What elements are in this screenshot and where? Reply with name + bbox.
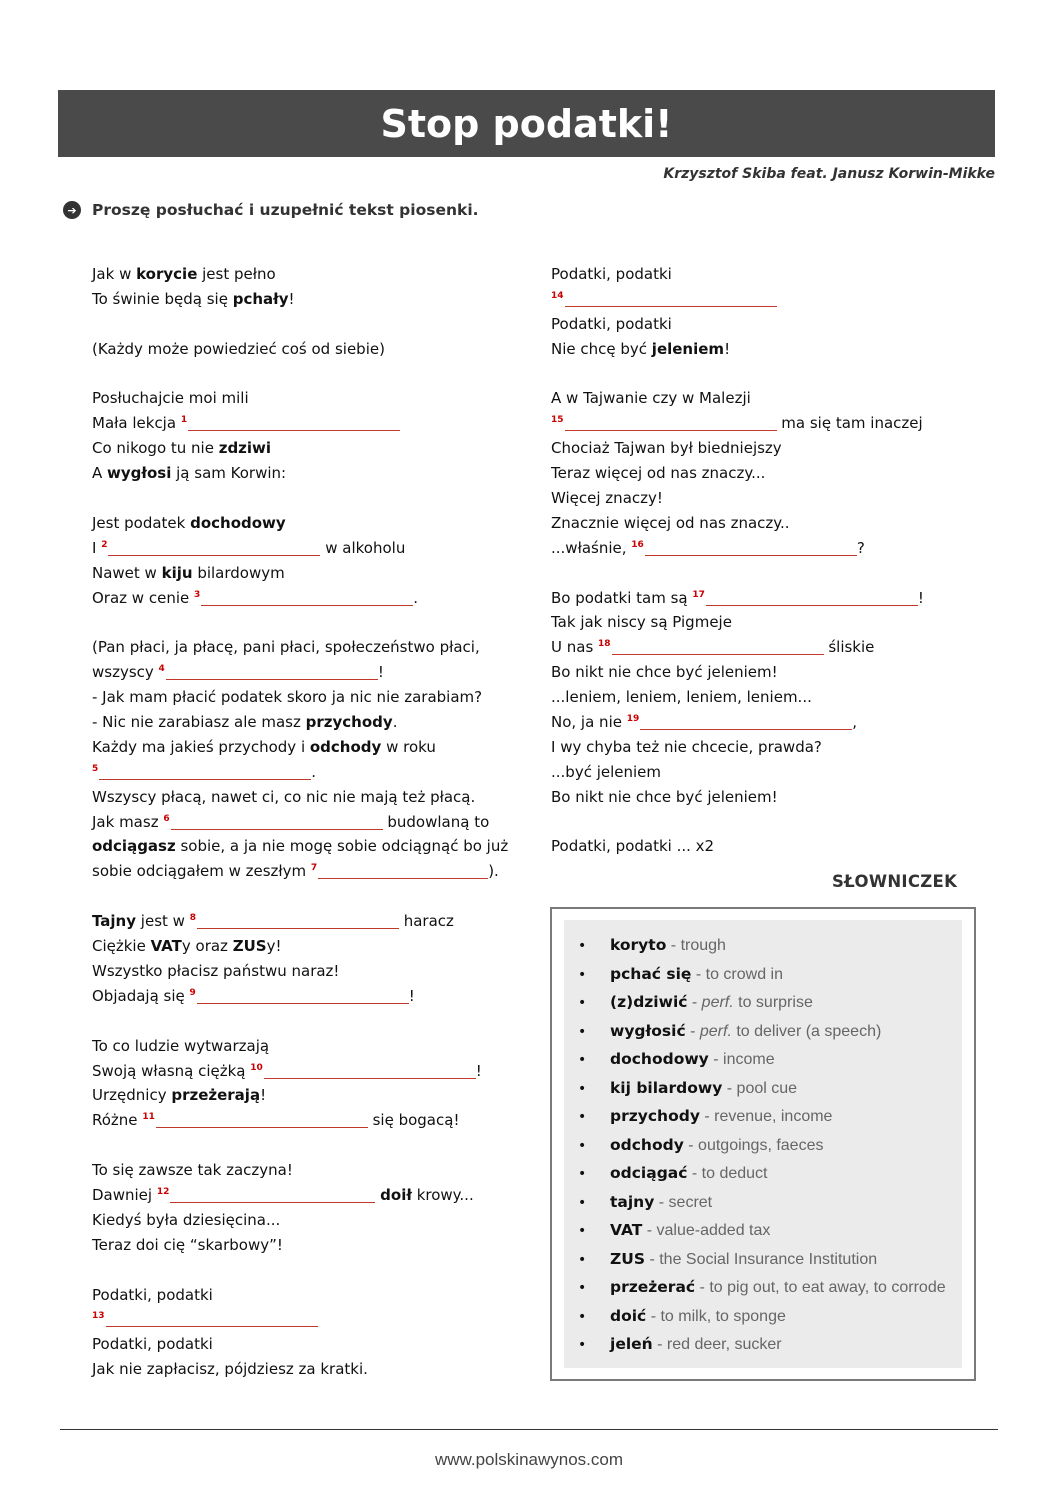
- gap-number: 1: [180, 415, 188, 426]
- vocab-word-highlight: doił: [380, 1185, 412, 1204]
- vocab-item: [578, 1273, 946, 1302]
- vocab-item: [578, 1017, 946, 1046]
- lyric-text: (Każdy może powiedzieć coś od siebie): [92, 339, 385, 358]
- lyric-text: Różne: [92, 1111, 143, 1130]
- vocab-word-highlight: korycie: [136, 265, 198, 283]
- lyric-line: [551, 635, 971, 660]
- lyric-spacer: [92, 884, 522, 909]
- vocab-meaning: - value-added tax: [642, 1222, 771, 1239]
- lyric-line: [551, 436, 971, 461]
- gap-number: 10: [250, 1062, 263, 1073]
- instruction: [63, 201, 479, 219]
- bullet-icon: •: [578, 1194, 587, 1211]
- vocab-aspect: perf.: [701, 994, 734, 1011]
- lyric-line: [551, 586, 971, 611]
- vocab-meaning: - red deer, sucker: [652, 1336, 782, 1353]
- lyrics-left-column: [92, 262, 522, 1382]
- vocab-meaning: - income: [708, 1051, 775, 1068]
- vocab-item: [578, 1216, 946, 1245]
- lyric-text: wszyscy: [92, 663, 159, 682]
- footer-divider: [60, 1429, 998, 1430]
- lyric-text: Podatki, podatki: [92, 1285, 213, 1304]
- vocab-word-highlight: ZUS: [232, 937, 267, 956]
- lyric-line: [92, 660, 522, 685]
- lyric-text: !: [260, 1086, 267, 1105]
- lyric-line: [92, 436, 522, 461]
- vocab-translation: pool cue: [736, 1079, 798, 1097]
- fill-in-blank[interactable]: [645, 541, 857, 556]
- lyric-text: ma się tam inaczej: [776, 414, 923, 433]
- vocab-translation: value-added tax: [656, 1222, 771, 1239]
- gap-number: 13: [92, 1311, 105, 1322]
- lyric-line: [551, 312, 971, 337]
- vocab-word: tajny: [610, 1192, 655, 1211]
- vocab-item: [578, 988, 946, 1017]
- lyric-text: Więcej znaczy!: [551, 489, 663, 508]
- gap-number: 15: [551, 415, 564, 426]
- lyric-text: Bo podatki tam są: [551, 588, 693, 607]
- lyric-text: (Pan płaci, ja płacę, pani płaci, społeczeństwo płaci,: [92, 638, 480, 657]
- vocab-item: [578, 931, 946, 960]
- lyric-text: Oraz w cenie: [92, 588, 194, 607]
- vocab-item: [578, 1159, 946, 1188]
- vocab-meaning: - outgoings, faeces: [683, 1136, 824, 1154]
- lyric-text: Podatki, podatki: [92, 1335, 213, 1354]
- lyric-text: Jak w: [92, 265, 137, 283]
- lyric-text: Bo nikt nie chce być jeleniem!: [551, 663, 778, 682]
- vocab-word-highlight: przeżerają: [171, 1086, 261, 1105]
- vocab-word: (z)dziwić: [610, 993, 688, 1011]
- gap-number: 17: [692, 589, 705, 600]
- lyric-text: A: [92, 464, 108, 483]
- lyric-line: [551, 287, 971, 312]
- lyric-line: [92, 1059, 522, 1084]
- vocab-word-highlight: pchały: [232, 289, 289, 308]
- vocab-word: ZUS: [610, 1249, 645, 1268]
- lyric-spacer: [92, 1009, 522, 1034]
- arrow-right-icon: ➔: [63, 201, 81, 219]
- lyric-text: Teraz doi cię “skarbowy”!: [92, 1235, 283, 1254]
- vocab-word: przeżerać: [610, 1278, 696, 1296]
- lyric-text: Co nikogo tu nie: [92, 439, 219, 458]
- vocab-word: dochodowy: [610, 1050, 709, 1068]
- vocab-word: kij bilardowy: [610, 1078, 723, 1097]
- lyric-text: !: [377, 663, 384, 682]
- lyric-line: [92, 262, 522, 287]
- vocab-item: [578, 1302, 946, 1331]
- vocab-meaning: - to pig out, to eat away, to corrode: [695, 1279, 946, 1296]
- lyric-line: [92, 909, 522, 934]
- gap-number: 3: [194, 589, 201, 600]
- lyric-line: [551, 536, 971, 561]
- lyric-text: !: [917, 588, 924, 607]
- lyrics-right-column: [551, 262, 971, 859]
- lyric-text: !: [288, 289, 295, 308]
- vocab-list: [578, 931, 946, 1359]
- lyric-text: Bo nikt nie chce być jeleniem!: [551, 787, 778, 806]
- lyric-line: [92, 561, 522, 586]
- vocab-word: VAT: [610, 1221, 643, 1239]
- vocab-translation: secret: [668, 1193, 713, 1211]
- gap-number: 19: [626, 714, 640, 725]
- lyric-text: !: [475, 1061, 482, 1080]
- lyric-line: [92, 984, 522, 1009]
- vocab-item: [578, 1102, 946, 1131]
- lyric-line: [92, 760, 522, 785]
- vocab-item: [578, 1045, 946, 1074]
- fill-in-blank[interactable]: [188, 416, 400, 431]
- vocab-translation: to deduct: [701, 1165, 768, 1182]
- vocab-translation: the Social Insurance Institution: [659, 1250, 878, 1268]
- fill-in-blank[interactable]: [201, 591, 413, 606]
- lyric-line: [551, 411, 971, 436]
- instruction-text: Proszę posłuchać i uzupełnić tekst piosenki.: [92, 201, 479, 219]
- fill-in-blank[interactable]: [108, 541, 320, 556]
- gap-number: 5: [92, 763, 99, 774]
- footer-url: www.polskinawynos.com: [434, 1450, 623, 1469]
- fill-in-blank[interactable]: [612, 640, 824, 655]
- bullet-icon: •: [578, 1023, 587, 1040]
- lyric-text: - Jak mam płacić podatek skoro ja nic nie zarabiam?: [92, 688, 483, 707]
- vocab-translation: to surprise: [738, 994, 813, 1011]
- lyric-line: [551, 461, 971, 486]
- page-title: Stop podatki!: [380, 101, 673, 146]
- lyric-text: ...właśnie,: [551, 538, 632, 557]
- fill-in-blank[interactable]: [170, 1188, 375, 1203]
- lyric-text: U nas: [551, 638, 599, 657]
- lyric-line: [92, 287, 522, 312]
- vocab-box: [550, 907, 976, 1381]
- lyric-line: [551, 685, 971, 710]
- lyric-text: ...być jeleniem: [551, 762, 662, 781]
- lyric-text: sobie, a ja nie mogę sobie odciągnąć bo już: [175, 837, 509, 856]
- vocab-meaning: - trough: [666, 937, 726, 954]
- lyric-text: Wszystko płacisz państwu naraz!: [92, 961, 340, 980]
- bullet-icon: •: [578, 1080, 587, 1097]
- lyric-line: [551, 386, 971, 411]
- vocab-translation: to deliver (a speech): [736, 1022, 882, 1040]
- vocab-translation: income: [723, 1051, 775, 1068]
- fill-in-blank[interactable]: [565, 416, 777, 431]
- gap-number: 8: [189, 913, 196, 924]
- lyric-spacer: [92, 610, 522, 635]
- lyric-spacer: [92, 1258, 522, 1283]
- lyric-text: w roku: [381, 737, 436, 756]
- lyric-text: To się zawsze tak zaczyna!: [92, 1161, 293, 1180]
- lyric-text: Znacznie więcej od nas znaczy..: [551, 513, 790, 532]
- lyric-text: Podatki, podatki: [551, 314, 672, 333]
- vocab-item: [578, 1074, 946, 1103]
- title-banner: [58, 90, 995, 157]
- lyric-text: A w Tajwanie czy w Malezji: [551, 389, 751, 408]
- lyric-text: Dawniej: [92, 1185, 157, 1204]
- song-author: Krzysztof Skiba feat. Janusz Korwin-Mikke: [663, 166, 995, 182]
- vocab-word-highlight: odchody: [309, 737, 382, 756]
- fill-in-blank[interactable]: [197, 989, 409, 1004]
- vocab-translation: revenue, income: [714, 1108, 833, 1125]
- vocab-meaning: - the Social Insurance Institution: [645, 1250, 878, 1268]
- lyric-text: Wszyscy płacą, nawet ci, co nic nie mają też płacą.: [92, 787, 476, 806]
- lyric-line: [92, 810, 522, 835]
- vocab-translation: trough: [680, 937, 726, 954]
- lyric-line: [92, 536, 522, 561]
- vocab-meaning: - to deduct: [687, 1165, 768, 1182]
- gap-number: 6: [163, 813, 170, 824]
- lyric-text: Chociaż Tajwan był biedniejszy: [551, 439, 782, 458]
- lyric-line: [92, 1283, 522, 1308]
- lyric-spacer: [551, 362, 971, 387]
- vocab-word-highlight: VAT: [150, 937, 182, 956]
- lyric-line: [92, 959, 522, 984]
- lyric-line: [92, 1034, 522, 1059]
- lyric-text: ,: [852, 713, 858, 732]
- lyric-text: .: [311, 762, 317, 781]
- lyric-line: [92, 337, 522, 362]
- lyric-text: To świnie będą się: [92, 289, 233, 308]
- lyric-text: y oraz: [181, 937, 233, 956]
- lyric-text: Ciężkie: [92, 937, 151, 956]
- vocab-word: odciągać: [610, 1164, 688, 1182]
- lyric-line: [92, 511, 522, 536]
- lyric-text: sobie odciągałem w zeszłym: [92, 862, 311, 881]
- lyric-line: [92, 1083, 522, 1108]
- fill-in-blank[interactable]: [565, 292, 777, 307]
- lyric-text: - Nic nie zarabiasz ale masz: [92, 713, 306, 732]
- lyric-text: Teraz więcej od nas znaczy...: [551, 464, 766, 483]
- lyric-line: [92, 685, 522, 710]
- vocab-meaning: - revenue, income: [699, 1108, 833, 1125]
- lyric-text: ?: [856, 538, 865, 557]
- lyric-line: [92, 735, 522, 760]
- fill-in-blank[interactable]: [318, 864, 488, 879]
- lyric-text: Posłuchajcie moi mili: [92, 389, 249, 408]
- vocab-word-highlight: przychody: [305, 713, 393, 732]
- lyric-text: Jest podatek: [92, 513, 191, 532]
- lyric-line: [551, 785, 971, 810]
- vocab-item: [578, 1330, 946, 1359]
- vocab-item: [578, 960, 946, 989]
- vocab-word: przychody: [610, 1107, 700, 1125]
- bullet-icon: •: [578, 1308, 587, 1325]
- lyric-spacer: [92, 362, 522, 387]
- vocab-meaning: - to crowd in: [691, 965, 784, 983]
- vocab-aspect: perf.: [699, 1022, 732, 1040]
- lyric-spacer: [92, 486, 522, 511]
- lyric-text: Każdy ma jakieś przychody i: [92, 737, 310, 756]
- lyric-text: się bogacą!: [367, 1111, 460, 1130]
- bullet-icon: •: [578, 1166, 587, 1182]
- lyric-text: To co ludzie wytwarzają: [92, 1036, 270, 1055]
- vocab-word: koryto: [610, 936, 667, 954]
- vocab-word-highlight: kiju: [161, 563, 193, 582]
- lyric-text: No, ja nie: [551, 713, 627, 732]
- fill-in-blank[interactable]: [171, 815, 383, 830]
- lyric-text: budowlaną to: [382, 812, 490, 831]
- lyric-text: ).: [488, 862, 499, 881]
- lyric-line: [92, 461, 522, 486]
- lyric-text: Kiedyś była dziesięcina...: [92, 1210, 281, 1229]
- vocab-word-highlight: odciągasz: [92, 837, 176, 856]
- gap-number: 11: [142, 1112, 155, 1123]
- vocab-word-highlight: dochodowy: [190, 513, 286, 532]
- bullet-icon: •: [578, 995, 587, 1011]
- lyric-text: ...leniem, leniem, leniem, leniem...: [551, 688, 812, 707]
- lyric-line: [551, 660, 971, 685]
- lyric-spacer: [551, 810, 971, 835]
- lyric-text: y!: [266, 937, 282, 956]
- lyric-text: Jak nie zapłacisz, pójdziesz za kratki.: [92, 1360, 368, 1379]
- gap-number: 4: [158, 664, 165, 675]
- lyric-line: [92, 834, 522, 859]
- vocab-meaning: - to milk, to sponge: [646, 1307, 786, 1325]
- lyric-line: [92, 934, 522, 959]
- lyric-text: bilardowym: [192, 563, 285, 582]
- bullet-icon: •: [578, 966, 587, 983]
- lyric-text: Mała lekcja: [92, 414, 181, 433]
- lyric-text: Tak jak niscy są Pigmeje: [551, 613, 732, 632]
- lyric-line: [92, 710, 522, 735]
- lyric-line: [92, 586, 522, 611]
- lyric-line: [551, 337, 971, 362]
- vocab-meaning: - perf. to deliver (a speech): [685, 1022, 882, 1040]
- vocab-translation: to pig out, to eat away, to corrode: [709, 1279, 946, 1296]
- vocab-translation: outgoings, faeces: [698, 1136, 824, 1154]
- gap-number: 18: [598, 639, 611, 650]
- gap-number: 7: [310, 863, 318, 874]
- lyric-text: I: [92, 538, 102, 557]
- fill-in-blank[interactable]: [264, 1064, 476, 1079]
- fill-in-blank[interactable]: [99, 765, 311, 780]
- lyric-line: [92, 1208, 522, 1233]
- lyric-spacer: [92, 1133, 522, 1158]
- lyric-text: Jak masz: [92, 812, 164, 831]
- vocab-word-highlight: wygłosi: [107, 464, 172, 483]
- lyric-text: Nie chcę być: [551, 339, 652, 358]
- fill-in-blank[interactable]: [706, 591, 918, 606]
- lyric-line: [551, 834, 971, 859]
- bullet-icon: •: [578, 1223, 587, 1239]
- vocab-translation: to milk, to sponge: [660, 1307, 786, 1325]
- lyric-line: [551, 735, 971, 760]
- fill-in-blank[interactable]: [640, 715, 852, 730]
- vocab-item: [578, 1131, 946, 1160]
- lyric-text: Nawet w: [92, 563, 162, 582]
- vocab-meaning: - secret: [654, 1193, 713, 1211]
- bullet-icon: •: [578, 1251, 587, 1268]
- bullet-icon: •: [578, 1337, 587, 1353]
- vocab-word: odchody: [610, 1135, 684, 1154]
- lyric-line: [92, 386, 522, 411]
- vocab-word: wygłosić: [610, 1021, 686, 1040]
- vocab-word: doić: [610, 1306, 647, 1325]
- lyric-text: .: [392, 713, 398, 732]
- gap-number: 2: [101, 539, 108, 550]
- lyric-line: [92, 785, 522, 810]
- lyric-line: [551, 511, 971, 536]
- lyric-line: [92, 859, 522, 884]
- bullet-icon: •: [578, 1109, 587, 1125]
- vocab-item: [578, 1245, 946, 1274]
- lyric-text: !: [408, 986, 415, 1005]
- lyric-line: [551, 262, 971, 287]
- lyric-line: [551, 710, 971, 735]
- lyric-text: Podatki, podatki: [551, 265, 672, 283]
- lyric-text: krowy...: [411, 1185, 474, 1204]
- fill-in-blank[interactable]: [156, 1113, 368, 1128]
- lyric-line: [92, 1357, 522, 1382]
- lyric-text: Objadają się: [92, 986, 190, 1005]
- lyric-text: Podatki, podatki ... x2: [551, 837, 715, 856]
- lyric-text: jest w: [136, 912, 190, 931]
- lyric-line: [92, 1307, 522, 1332]
- vocab-panel: [564, 920, 962, 1368]
- lyric-text: .: [413, 588, 419, 607]
- vocab-title: SŁOWNICZEK: [832, 872, 958, 891]
- vocab-meaning: - pool cue: [722, 1079, 798, 1097]
- lyric-text: Swoją własną ciężką: [92, 1061, 251, 1080]
- vocab-word-highlight: zdziwi: [218, 439, 272, 458]
- lyric-spacer: [92, 312, 522, 337]
- lyric-text: jest pełno: [197, 265, 276, 283]
- vocab-meaning: - perf. to surprise: [687, 994, 813, 1011]
- lyric-line: [92, 1332, 522, 1357]
- lyric-text: śliskie: [823, 638, 875, 657]
- gap-number: 14: [551, 290, 564, 301]
- lyric-line: [551, 610, 971, 635]
- lyric-text: !: [724, 339, 731, 358]
- vocab-word: jeleń: [610, 1335, 653, 1353]
- lyric-line: [92, 635, 522, 660]
- lyric-line: [92, 1233, 522, 1258]
- gap-number: 12: [156, 1186, 170, 1197]
- gap-number: 16: [631, 539, 644, 550]
- gap-number: 9: [189, 987, 196, 998]
- lyric-line: [92, 1183, 522, 1208]
- lyric-line: [551, 760, 971, 785]
- lyric-text: ją sam Korwin:: [171, 464, 287, 483]
- fill-in-blank[interactable]: [166, 665, 378, 680]
- bullet-icon: •: [578, 1137, 587, 1154]
- lyric-line: [92, 411, 522, 436]
- fill-in-blank[interactable]: [106, 1312, 318, 1327]
- lyric-text: w alkoholu: [320, 538, 406, 557]
- lyric-line: [551, 486, 971, 511]
- lyric-text: I wy chyba też nie chcecie, prawda?: [551, 737, 822, 756]
- lyric-text: haracz: [398, 912, 454, 931]
- vocab-translation: to crowd in: [705, 965, 784, 983]
- lyric-text: Urzędnicy: [92, 1086, 172, 1105]
- bullet-icon: •: [578, 938, 587, 954]
- lyric-line: [92, 1108, 522, 1133]
- lyric-line: [92, 1158, 522, 1183]
- vocab-word-highlight: jeleniem: [651, 339, 725, 358]
- vocab-word: pchać się: [610, 964, 692, 983]
- vocab-translation: red deer, sucker: [666, 1336, 782, 1353]
- bullet-icon: •: [578, 1052, 587, 1068]
- vocab-word-highlight: Tajny: [92, 912, 137, 931]
- fill-in-blank[interactable]: [197, 914, 399, 929]
- lyric-spacer: [551, 561, 971, 586]
- vocab-item: [578, 1188, 946, 1217]
- bullet-icon: •: [578, 1280, 587, 1296]
